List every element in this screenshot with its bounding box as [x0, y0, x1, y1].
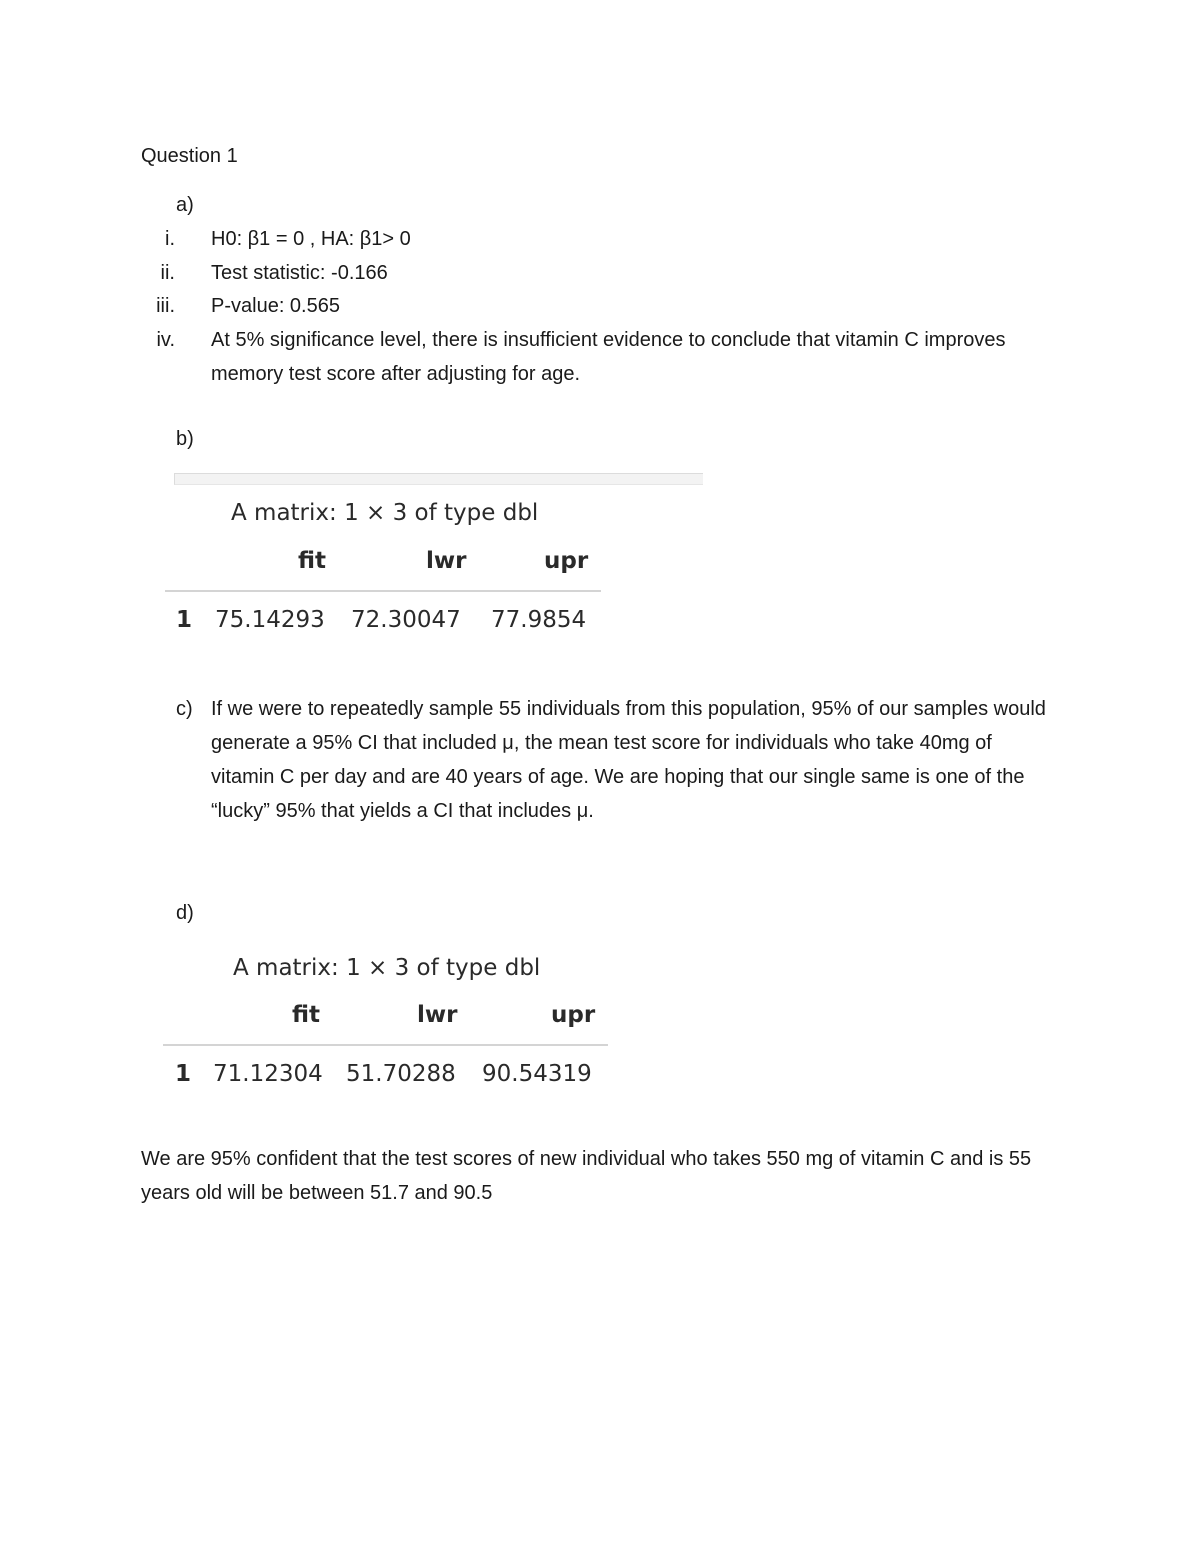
confidence-interval-interpretation: If we were to repeatedly sample 55 individuals from this population, 95% of our samples would generate a 95% CI that included μ, the mean test score for individuals who take 40mg of vitamin C per day and are 40 years of age. We are hoping that our single same is one of the “lucky” 95% that yields a CI that includes μ.	[211, 698, 1046, 822]
output-cell-border	[174, 473, 703, 485]
hypotheses-text: H0: β1 = 0 , HA: β1> 0	[211, 228, 411, 250]
conclusion-text: At 5% significance level, there is insufficient evidence to conclude that vitamin C improves memory test score after adjusting for age.	[211, 329, 1006, 385]
header-divider	[165, 590, 601, 592]
item-numeral: iii.	[156, 295, 175, 317]
question-title: Question 1	[141, 145, 238, 167]
matrix-caption: A matrix: 1 × 3 of type dbl	[231, 500, 539, 526]
cell-upr: 77.9854	[491, 607, 587, 633]
part-d-label: d)	[176, 902, 194, 924]
p-value-text: P-value: 0.565	[211, 295, 340, 317]
column-header-fit: fit	[292, 1002, 321, 1028]
matrix-caption: A matrix: 1 × 3 of type dbl	[233, 955, 541, 981]
prediction-interval-interpretation: We are 95% confident that the test scores of new individual who takes 550 mg of vitamin C and is 55 years old will be between 51.7 and 90.5	[141, 1148, 1032, 1204]
cell-fit: 71.12304	[213, 1061, 323, 1087]
column-header-lwr: lwr	[426, 548, 467, 574]
item-numeral: ii.	[160, 262, 175, 284]
column-header-lwr: lwr	[417, 1002, 458, 1028]
part-c-label: c)	[176, 698, 193, 720]
column-header-upr: upr	[551, 1002, 596, 1028]
item-numeral: iv.	[156, 329, 175, 351]
header-divider	[163, 1044, 608, 1046]
column-header-upr: upr	[544, 548, 589, 574]
row-name: 1	[175, 1061, 192, 1087]
test-statistic-text: Test statistic: -0.166	[211, 262, 388, 284]
cell-lwr: 72.30047	[351, 607, 461, 633]
cell-upr: 90.54319	[482, 1061, 592, 1087]
part-a-label: a)	[176, 194, 194, 216]
part-b-label: b)	[176, 428, 194, 450]
cell-fit: 75.14293	[215, 607, 325, 633]
item-numeral: i.	[165, 228, 175, 250]
row-name: 1	[176, 607, 193, 633]
column-header-fit: fit	[298, 548, 327, 574]
cell-lwr: 51.70288	[346, 1061, 456, 1087]
